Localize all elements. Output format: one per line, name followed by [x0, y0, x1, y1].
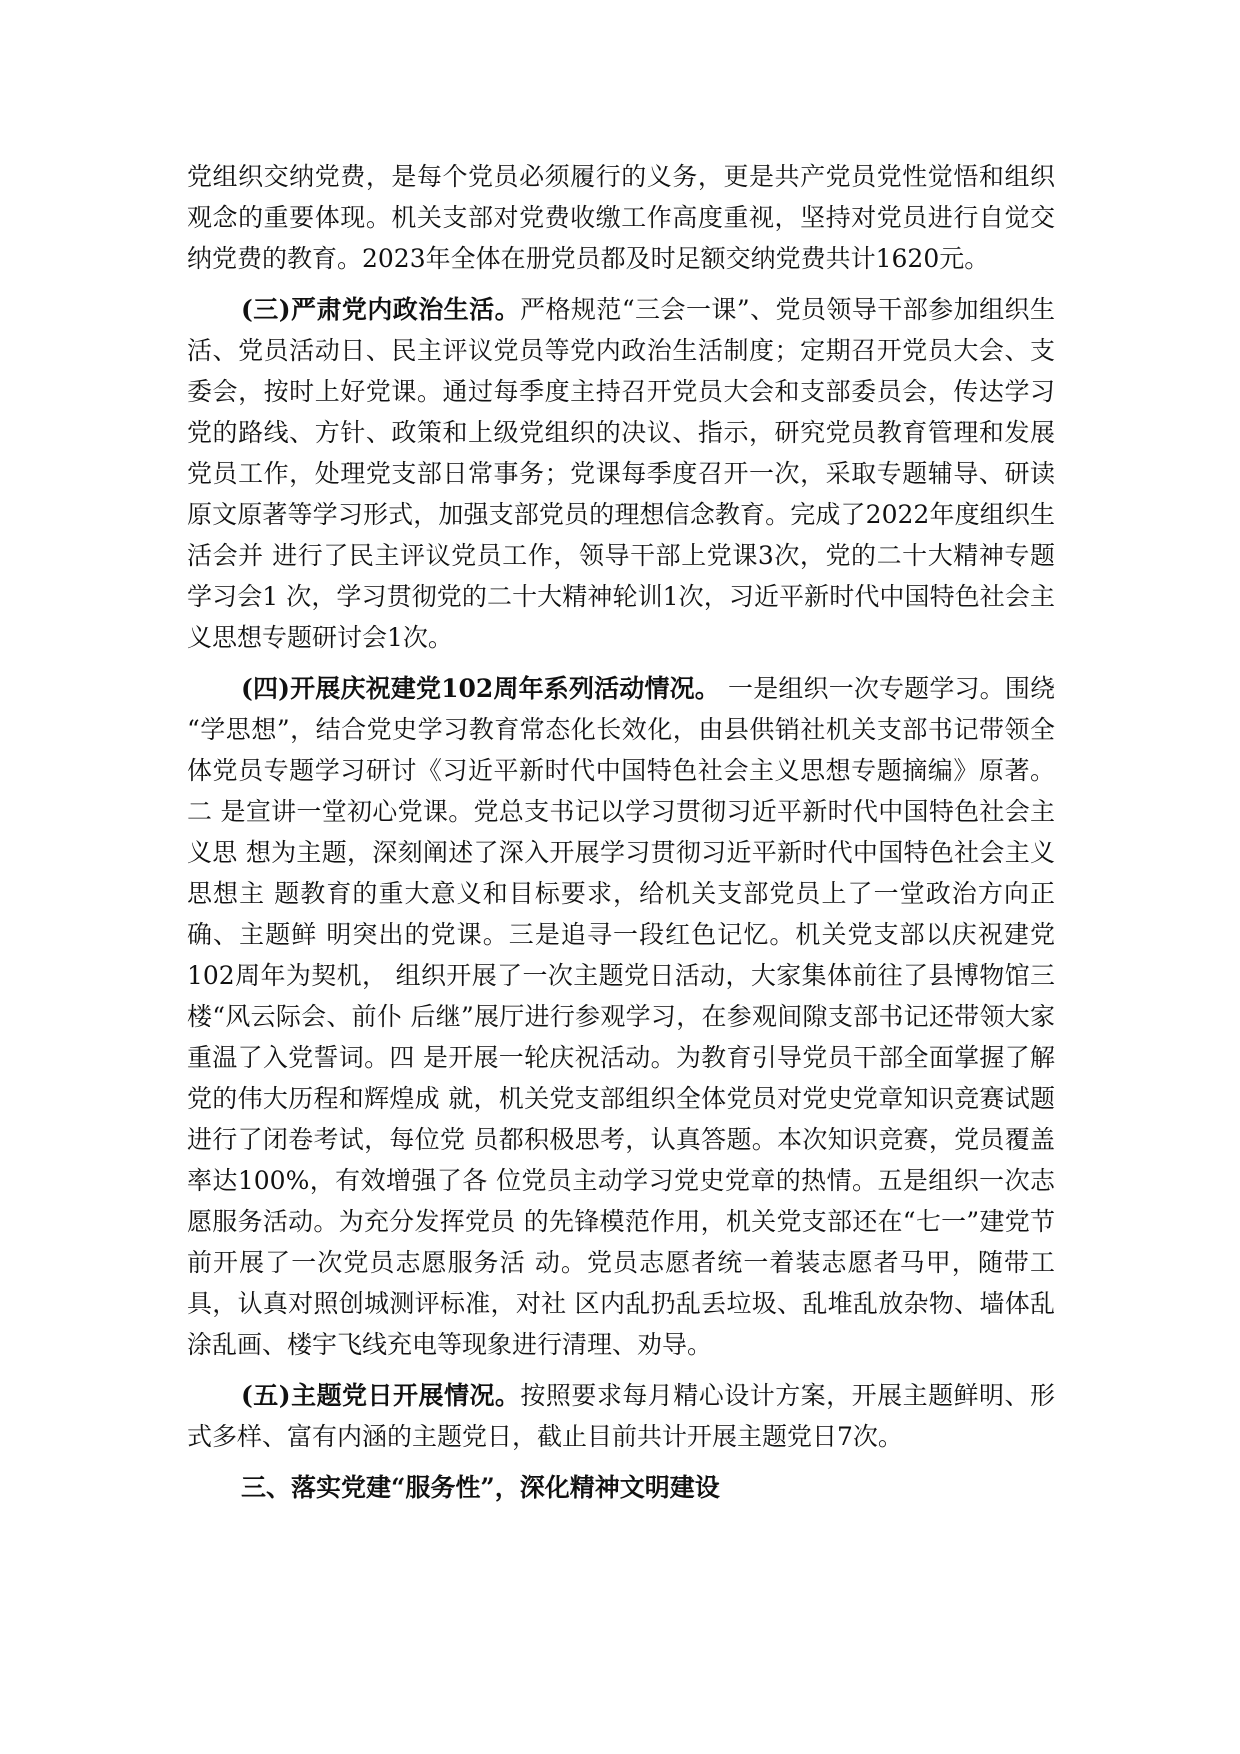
- section-title-anniversary-activities: (四)开展庆祝建党102周年系列活动情况。: [241, 674, 720, 703]
- paragraph-theme-day-text: 按照要求每月精心设计方案，开展主题鲜明、形式多样、富有内涵的主题党日，截止目前共计开展主题党日7次。: [187, 1381, 1055, 1451]
- section-title-theme-day: (五)主题党日开展情况。: [241, 1381, 521, 1410]
- section-title-political-life: (三)严肃党内政治生活。: [241, 295, 521, 324]
- document-page: [187, 156, 1055, 1508]
- paragraph-party-dues-text: 党组织交纳党费，是每个党员必须履行的义务，更是共产党员党性觉悟和组织观念的重要体现。机关支部对党费收缴工作高度重视，坚持对党员进行自觉交纳党费的教育。2023年全体在册党员都及时足额交纳党费共计1620元。: [187, 162, 1055, 273]
- paragraph-anniversary-activities-text: 一是组织一次专题学习。围绕 “学思想”，结合党史学习教育常态化长效化，由县供销社机关支部书记带领全 体党员专题学习研讨《习近平新时代中国特色社会主义思想专题摘编》原著。二 是宣讲一堂初心党课。党总支书记以学习贯彻习近平新时代中国特色社会主义思 想为主题，深刻阐述了深入开展学习贯彻习近平新时代中国特色社会主义思想主 题教育的重大意义和目标要求，给机关支部党员上了一堂政治方向正确、主题鲜 明突出的党课。三是追寻一段红色记忆。机关党支部以庆祝建党102周年为契机， 组织开展了一次主题党日活动，大家集体前往了县博物馆三楼“风云际会、前仆 后继”展厅进行参观学习，在参观间隙支部书记还带领大家重温了入党誓词。四 是开展一轮庆祝活动。为教育引导党员干部全面掌握了解党的伟大历程和辉煌成 就，机关党支部组织全体党员对党史党章知识竞赛试题进行了闭卷考试，每位党 员都积极思考，认真答题。本次知识竞赛，党员覆盖率达100%，有效增强了各 位党员主动学习党史党章的热情。五是组织一次志愿服务活动。为充分发挥党员 的先锋模范作用，机关党支部还在“七一”建党节前开展了一次党员志愿服务活 动。党员志愿者统一着装志愿者马甲，随带工具，认真对照创城测评标准，对社 区内乱扔乱丢垃圾、乱堆乱放杂物、墙体乱涂乱画、楼宇飞线充电等现象进行清理、劝导。: [187, 674, 1055, 1359]
- paragraph-political-life-text: 严格规范“三会一课”、党员领导干部参加组织生活、党员活动日、民主评议党员等党内政治生活制度；定期召开党员大会、支委会，按时上好党课。通过每季度主持召开党员大会和支部委员会，传达学习党的路线、方针、政策和上级党组织的决议、指示，研究党员教育管理和发展党员工作，处理党支部日常事务；党课每季度召开一次，采取专题辅导、研读原文原著等学习形式，加强支部党员的理想信念教育。完成了2022年度组织生活会并 进行了民主评议党员工作，领导干部上党课3次，党的二十大精神专题学习会1 次，学习贯彻党的二十大精神轮训1次，习近平新时代中国特色社会主义思想专题研讨会1次。: [187, 295, 1055, 652]
- paragraph-anniversary-activities: [187, 668, 1055, 1365]
- paragraph-political-life: [187, 289, 1055, 658]
- paragraph-theme-day: [187, 1375, 1055, 1457]
- section-heading-service: 三、落实党建“服务性”，深化精神文明建设: [241, 1473, 720, 1502]
- paragraph-party-dues: [187, 156, 1055, 279]
